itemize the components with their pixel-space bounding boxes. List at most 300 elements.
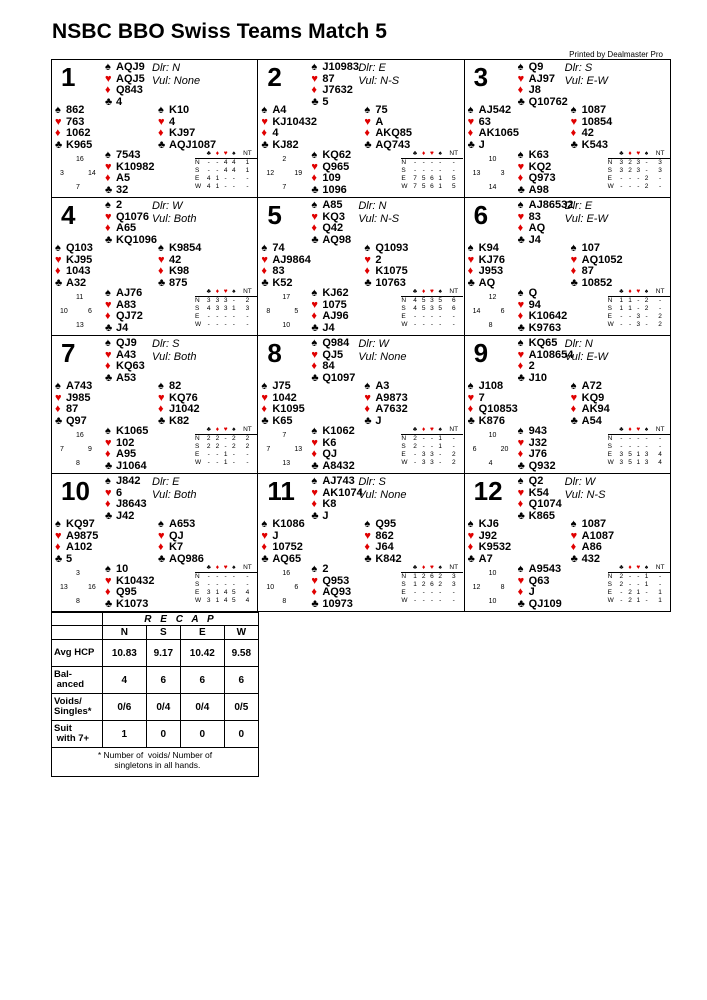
heart-holding: ♥ A108654: [517, 348, 574, 361]
page-title: NSBC BBO Swiss Teams Match 5: [52, 20, 388, 43]
spade-holding: ♠ 862: [55, 104, 85, 116]
diamond-icon: ♦: [158, 127, 164, 139]
tricks-cell: -: [207, 581, 210, 588]
tricks-cell: -: [659, 435, 662, 442]
tricks-cell: 2: [644, 183, 649, 190]
tricks-cell: 3: [206, 589, 211, 596]
club-holding: ♣ 10852: [570, 276, 613, 289]
spade-icon: ♠: [570, 242, 577, 254]
heart-icon: ♥: [570, 115, 578, 128]
heart-icon: ♥: [261, 529, 268, 542]
tricks-cell: -: [216, 313, 219, 320]
board-2: [258, 60, 464, 198]
diamond-icon: ♦: [311, 448, 317, 460]
diamond-holding: ♦ 2: [517, 360, 535, 372]
tricks-cell: 3: [215, 297, 220, 304]
tricks-cell: E: [607, 589, 612, 596]
tricks-cell: 1: [438, 435, 442, 442]
tricks-cell: E: [195, 175, 200, 182]
tricks-col-header: ♥: [221, 150, 230, 159]
diamond-icon: ♦: [570, 265, 577, 277]
north-hand: [105, 338, 145, 384]
club-icon: ♣: [517, 321, 525, 334]
diamond-icon: ♦: [55, 127, 61, 139]
board-number: 5: [267, 200, 282, 230]
tricks-cell: S: [607, 443, 612, 450]
tricks-cell: -: [659, 297, 662, 304]
diamond-holding: ♦ Q10853: [467, 403, 518, 415]
hcp-north: 16: [76, 432, 84, 439]
tricks-header: [608, 288, 670, 297]
spade-holding: ♠ A3: [364, 380, 390, 392]
diamond-holding: ♦ J7632: [311, 84, 353, 96]
spade-holding: ♠ AJ542: [467, 104, 512, 116]
club-holding: ♣ J4: [517, 233, 541, 246]
heart-holding: ♥ Q965: [311, 160, 350, 173]
south-hand: [105, 288, 143, 334]
diamond-holding: ♦ K8: [311, 498, 337, 510]
tricks-cell: W: [607, 183, 614, 190]
tricks-cell: N: [607, 297, 613, 304]
tricks-col-header: [608, 150, 617, 159]
hcp-south: 8: [76, 460, 80, 467]
diamond-icon: ♦: [517, 310, 524, 322]
tricks-col-header: ♠: [643, 288, 651, 297]
club-icon: ♣: [517, 597, 525, 610]
spade-icon: ♠: [55, 380, 61, 392]
tricks-cell: 2: [644, 175, 649, 182]
club-holding: ♣ AQ986: [158, 552, 204, 565]
tricks-cell: -: [628, 443, 632, 450]
diamond-holding: ♦ J953: [467, 265, 504, 277]
tricks-cell: -: [413, 459, 417, 466]
tricks-cell: -: [628, 183, 632, 190]
recap-value: 0/4: [180, 694, 224, 721]
club-holding: ♣ 875: [158, 276, 188, 289]
diamond-icon: ♦: [55, 403, 61, 415]
spade-holding: ♠ A4: [261, 104, 287, 116]
heart-icon: ♥: [364, 253, 371, 266]
spade-icon: ♠: [105, 149, 111, 161]
diamond-holding: ♦ Q843: [105, 84, 143, 96]
diamond-holding: ♦ K1095: [261, 403, 305, 415]
south-hand: [311, 150, 351, 196]
spade-holding: ♠ K63: [517, 149, 549, 161]
diamond-icon: ♦: [467, 127, 474, 139]
heart-icon: ♥: [261, 391, 268, 404]
tricks-row: [608, 321, 670, 329]
tricks-row: [401, 321, 463, 329]
south-hand: [518, 564, 562, 610]
heart-holding: ♥ A: [364, 115, 384, 128]
deal-grid: [51, 59, 671, 612]
diamond-icon: ♦: [158, 265, 164, 277]
tricks-header: [195, 288, 257, 297]
board-3: [465, 60, 671, 198]
east-hand: [364, 105, 412, 151]
spade-holding: ♠ KQ65: [517, 337, 558, 349]
spade-holding: ♠ K10: [158, 104, 190, 116]
club-icon: ♣: [105, 95, 113, 108]
tricks-col-header: ♠: [643, 426, 651, 435]
spade-holding: ♠ J75: [261, 380, 291, 392]
tricks-cell: -: [452, 443, 455, 450]
club-holding: ♣ 4: [105, 95, 123, 108]
tricks-header: [608, 426, 670, 435]
west-hand: [55, 519, 98, 565]
heart-holding: ♥ QJ5: [311, 348, 344, 361]
heart-icon: ♥: [364, 529, 371, 542]
diamond-icon: ♦: [158, 403, 164, 415]
tricks-col-header: NT: [444, 288, 463, 297]
tricks-col-header: ♦: [626, 426, 634, 435]
west-hand: [468, 381, 518, 427]
tricks-col-header: ♣: [617, 150, 626, 159]
spade-holding: ♠ J842: [105, 475, 141, 487]
hcp-west: 10: [266, 584, 275, 591]
spade-icon: ♠: [105, 475, 111, 487]
heart-holding: ♥ J: [261, 529, 279, 542]
tricks-cell: -: [439, 313, 442, 320]
recap-value: 9.58: [224, 640, 258, 667]
diamond-holding: ♦ J1042: [158, 403, 200, 415]
tricks-cell: 1: [658, 597, 662, 604]
heart-holding: ♥ 763: [55, 115, 85, 128]
hcp-south: 10: [488, 598, 497, 605]
tricks-cell: -: [224, 321, 227, 328]
tricks-cell: 6: [430, 175, 434, 182]
tricks-cell: -: [637, 435, 640, 442]
tricks-header: [195, 150, 257, 159]
club-holding: ♣ K65: [261, 414, 293, 427]
diamond-holding: ♦ A86: [570, 541, 602, 553]
club-holding: ♣ 5: [311, 95, 329, 108]
tricks-cell: 5: [232, 589, 236, 596]
club-icon: ♣: [517, 509, 525, 522]
tricks-cell: N: [195, 435, 200, 442]
dealer-label: Dlr: E: [152, 476, 180, 488]
tricks-cell: 4: [232, 159, 236, 166]
tricks-cell: E: [401, 175, 406, 182]
spade-icon: ♠: [570, 518, 577, 530]
diamond-holding: ♦ J76: [517, 448, 548, 460]
club-icon: ♣: [467, 276, 475, 289]
heart-holding: ♥ AK1074: [311, 486, 363, 499]
heart-holding: ♥ AJ9864: [261, 253, 311, 266]
tricks-cell: -: [413, 313, 417, 320]
tricks-cell: 3: [451, 581, 456, 588]
tricks-cell: -: [628, 175, 632, 182]
hcp-west: 13: [60, 584, 68, 591]
tricks-cell: -: [246, 459, 249, 466]
heart-icon: ♥: [467, 253, 475, 266]
heart-icon: ♥: [105, 348, 112, 361]
tricks-cell: -: [430, 321, 434, 328]
tricks-col-header: NT: [238, 426, 257, 435]
spade-icon: ♠: [517, 287, 524, 299]
tricks-cell: -: [413, 589, 417, 596]
tricks-cell: E: [607, 313, 612, 320]
tricks-row: [195, 175, 257, 183]
tricks-cell: -: [422, 159, 425, 166]
tricks-col-header: [608, 288, 617, 297]
tricks-cell: 1: [245, 159, 250, 166]
diamond-icon: ♦: [311, 586, 317, 598]
hcp-east: 14: [88, 170, 96, 177]
club-icon: ♣: [158, 276, 166, 289]
tricks-cell: N: [401, 573, 407, 580]
tricks-cell: 2: [245, 435, 250, 442]
tricks-cell: 3: [658, 159, 662, 166]
tricks-cell: -: [207, 451, 210, 458]
heart-holding: ♥ AQ1052: [570, 253, 623, 266]
tricks-cell: -: [452, 167, 455, 174]
east-hand: [571, 105, 613, 151]
tricks-cell: 2: [644, 297, 649, 304]
tricks-row: [608, 183, 670, 191]
tricks-cell: -: [452, 589, 455, 596]
board-1: [52, 60, 258, 198]
tricks-cell: -: [246, 581, 249, 588]
vulnerability-label: Vul: N-S: [358, 213, 400, 225]
diamond-icon: ♦: [517, 172, 524, 184]
tricks-cell: -: [439, 597, 442, 604]
club-holding: ♣ 1096: [311, 183, 347, 196]
hcp-west: 6: [472, 446, 477, 453]
club-icon: ♣: [311, 371, 319, 384]
club-holding: ♣ A54: [570, 414, 602, 427]
board-number: 12: [473, 476, 503, 506]
tricks-cell: -: [620, 597, 623, 604]
tricks-row: [608, 435, 670, 444]
diamond-holding: ♦ K7: [158, 541, 184, 553]
east-hand: [571, 243, 623, 289]
tricks-cell: S: [195, 581, 200, 588]
diamond-icon: ♦: [105, 360, 111, 372]
tricks-cell: 4: [245, 597, 250, 604]
diamond-holding: ♦ QJ72: [105, 310, 143, 322]
tricks-cell: 2: [628, 167, 632, 174]
club-icon: ♣: [364, 552, 372, 565]
dealer-label: Dlr: W: [564, 476, 596, 488]
tricks-col-header: ♥: [221, 564, 230, 573]
recap-value: 1: [103, 721, 147, 748]
south-hand: [105, 426, 148, 472]
heart-icon: ♥: [105, 72, 112, 85]
tricks-row: [608, 597, 670, 605]
tricks-cell: -: [216, 581, 219, 588]
tricks-cell: 2: [245, 443, 250, 450]
vulnerability-label: Vul: E-W: [564, 75, 608, 87]
diamond-holding: ♦ 87: [570, 265, 594, 277]
club-holding: ♣ A8432: [311, 459, 355, 472]
south-hand: [311, 564, 353, 610]
tricks-cell: 2: [451, 451, 456, 458]
makeable-tricks: [401, 288, 463, 329]
tricks-cell: 5: [421, 305, 426, 312]
hcp-east: 20: [500, 446, 509, 453]
tricks-cell: 5: [421, 183, 426, 190]
spade-holding: ♠ K94: [467, 242, 499, 254]
tricks-cell: E: [607, 175, 612, 182]
club-holding: ♣ K865: [517, 509, 555, 522]
tricks-cell: E: [195, 313, 200, 320]
tricks-cell: -: [422, 443, 425, 450]
spade-icon: ♠: [261, 104, 268, 116]
tricks-cell: E: [401, 313, 406, 320]
tricks-cell: -: [422, 589, 425, 596]
tricks-cell: 1: [438, 183, 442, 190]
tricks-cell: 4: [232, 167, 236, 174]
tricks-col-header: ♥: [428, 288, 437, 297]
heart-icon: ♥: [517, 348, 525, 361]
vulnerability-label: Vul: E-W: [564, 213, 608, 225]
spade-holding: ♠ KJ62: [311, 287, 349, 299]
vulnerability-label: Vul: N-S: [564, 489, 606, 501]
tricks-cell: N: [401, 435, 407, 442]
makeable-tricks: [608, 426, 670, 467]
vulnerability-label: Vul: N-S: [358, 75, 400, 87]
west-hand: [261, 105, 317, 151]
tricks-cell: -: [246, 175, 249, 182]
tricks-header: [401, 426, 463, 435]
club-icon: ♣: [261, 138, 269, 151]
tricks-row: [401, 305, 463, 313]
tricks-cell: S: [401, 167, 406, 174]
tricks-cell: 5: [438, 297, 442, 304]
tricks-cell: -: [232, 297, 235, 304]
spade-icon: ♠: [158, 104, 164, 116]
spade-holding: ♠ AQJ9: [105, 61, 145, 73]
recap-value: 9.17: [146, 640, 180, 667]
diamond-icon: ♦: [311, 310, 317, 322]
tricks-cell: N: [401, 159, 407, 166]
tricks-cell: -: [216, 451, 219, 458]
tricks-cell: 2: [619, 573, 624, 580]
recap-value: 0: [146, 721, 180, 748]
tricks-cell: 3: [619, 159, 624, 166]
recap-footnote: * Number of voids/ Number of singletons in all hands.: [52, 748, 259, 777]
spade-icon: ♠: [311, 149, 318, 161]
hcp-north: 10: [488, 156, 497, 163]
diamond-icon: ♦: [158, 541, 164, 553]
diamond-icon: ♦: [517, 586, 524, 598]
club-icon: ♣: [158, 552, 166, 565]
diamond-holding: ♦ Q973: [517, 172, 556, 184]
tricks-cell: 5: [628, 451, 632, 458]
hcp-diagram: [262, 432, 308, 472]
tricks-cell: 1: [413, 581, 417, 588]
club-icon: ♣: [570, 414, 578, 427]
tricks-cell: 4: [223, 597, 228, 604]
tricks-cell: 5: [628, 459, 632, 466]
spade-icon: ♠: [158, 242, 164, 254]
tricks-cell: -: [207, 313, 210, 320]
hcp-west: 7: [60, 446, 64, 453]
tricks-cell: 5: [451, 183, 456, 190]
recap-row-label: Bal- anced: [52, 667, 103, 694]
tricks-cell: 4: [658, 451, 662, 458]
board-number: 2: [267, 62, 282, 92]
spade-holding: ♠ 1087: [570, 104, 607, 116]
spade-holding: ♠ K1062: [311, 425, 355, 437]
tricks-cell: -: [422, 167, 425, 174]
hcp-diagram: [56, 294, 102, 334]
tricks-cell: -: [620, 435, 623, 442]
club-icon: ♣: [158, 138, 166, 151]
tricks-row: [195, 581, 257, 589]
tricks-col-header: NT: [651, 426, 670, 435]
tricks-cell: 1: [619, 297, 624, 304]
diamond-holding: ♦ AK1065: [467, 127, 520, 139]
spade-holding: ♠ AJ743: [311, 475, 355, 487]
tricks-cell: 2: [421, 581, 426, 588]
tricks-cell: 4: [206, 175, 211, 182]
tricks-cell: 3: [223, 297, 228, 304]
tricks-col-header: ♥: [634, 564, 643, 573]
spade-icon: ♠: [364, 518, 371, 530]
tricks-cell: 1: [215, 597, 220, 604]
diamond-holding: ♦ A102: [55, 541, 93, 553]
west-hand: [468, 243, 505, 289]
tricks-cell: 1: [232, 305, 236, 312]
spade-holding: ♠ QJ9: [105, 337, 137, 349]
diamond-icon: ♦: [105, 172, 111, 184]
tricks-cell: 3: [206, 297, 211, 304]
heart-holding: ♥ Q1076: [105, 210, 150, 223]
tricks-cell: 3: [644, 459, 649, 466]
diamond-holding: ♦ 87: [55, 403, 79, 415]
tricks-cell: -: [430, 313, 434, 320]
tricks-row: [608, 297, 670, 306]
tricks-cell: -: [439, 321, 442, 328]
club-icon: ♣: [105, 183, 113, 196]
spade-icon: ♠: [517, 61, 524, 73]
hcp-north: 7: [282, 432, 287, 439]
north-hand: [311, 200, 351, 246]
tricks-col-header: [195, 426, 204, 435]
tricks-cell: 2: [206, 443, 211, 450]
recap-note-row: [52, 748, 259, 777]
tricks-cell: -: [645, 435, 648, 442]
tricks-cell: 2: [232, 443, 236, 450]
tricks-cell: 1: [215, 589, 220, 596]
tricks-cell: 1: [628, 297, 632, 304]
tricks-cell: N: [195, 573, 200, 580]
spade-holding: ♠ J10983: [311, 61, 360, 73]
tricks-cell: -: [645, 159, 648, 166]
tricks-col-header: ♠: [230, 564, 238, 573]
tricks-row: [608, 313, 670, 321]
spade-icon: ♠: [158, 518, 164, 530]
tricks-cell: 7: [413, 175, 417, 182]
tricks-cell: 1: [644, 581, 649, 588]
makeable-tricks: [401, 426, 463, 467]
tricks-cell: -: [413, 597, 417, 604]
tricks-col-header: [401, 288, 410, 297]
dealer-label: Dlr: S: [358, 476, 386, 488]
tricks-cell: W: [607, 459, 614, 466]
dealer-label: Dlr: N: [358, 200, 387, 212]
spade-icon: ♠: [311, 337, 318, 349]
diamond-holding: ♦ A65: [105, 222, 137, 234]
tricks-cell: -: [452, 597, 455, 604]
tricks-cell: -: [232, 175, 235, 182]
club-holding: ♣ 5: [55, 552, 73, 565]
tricks-row: [608, 175, 670, 183]
tricks-row: [401, 435, 463, 444]
spade-holding: ♠ Q9: [517, 61, 544, 73]
